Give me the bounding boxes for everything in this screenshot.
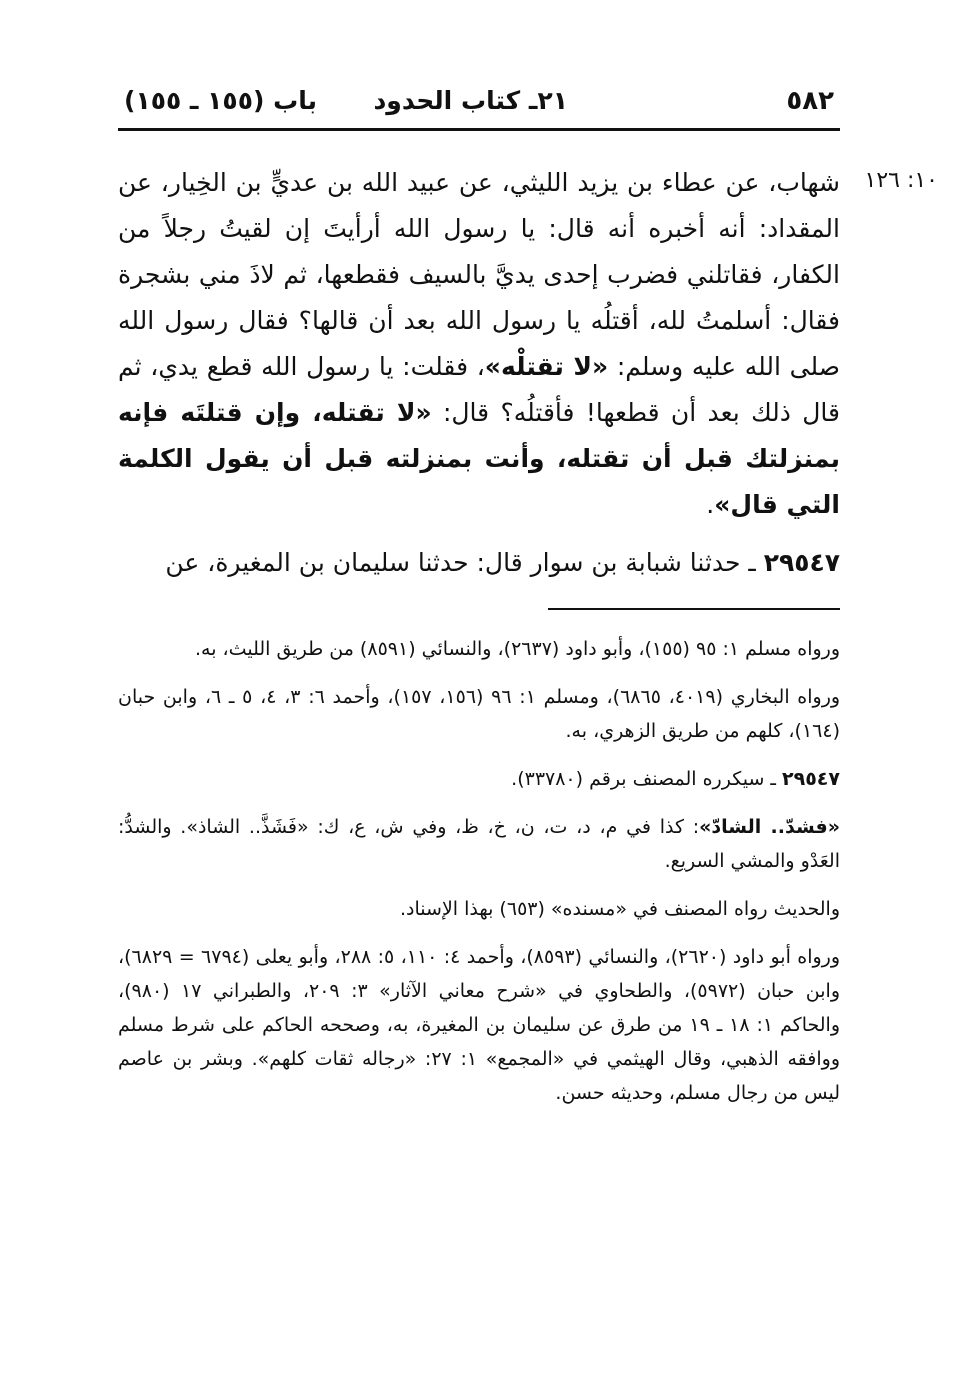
chapter-title: باب (١٥٥ ـ ١٥٥) [124,86,317,115]
footnote-3 [118,762,840,796]
hadith-text-end: . [706,490,715,519]
footnote-3-number: ٢٩٥٤٧ [782,768,840,790]
footnote-3-text: ـ سيكرره المصنف برقم (٣٣٧٨٠). [511,768,783,790]
hadith-start [118,540,840,586]
page-header [118,86,840,126]
hadith-continuation [118,160,840,528]
prophet-quote-2: «لا تقتله، وإن قتلتَه فإنه بمنزلتك قبل أن تقتله، وأنت بمنزلته قبل أن يقول الكلمة التي قال» [118,398,840,519]
hadith-text-middle: ، فقلت: يا رسول الله قطع يدي، ثم قال ذلك بعد أن قطعها! فأقتلُه؟ قال: [118,352,840,427]
book-title: ٢١ـ كتاب الحدود [373,86,568,115]
page-number: ٥٨٢ [786,86,834,116]
main-text [118,160,840,586]
footnotes [118,632,840,1124]
footnote-4-text: : كذا في م، د، ت، ن، خ، ظ، وفي ش، ع، ك: «فَشَذَّ.. الشاذ». والشدُّ: العَدْو والمشي السريع. [118,816,840,872]
footnote-1: ورواه مسلم ١: ٩٥ (١٥٥)، وأبو داود (٢٦٣٧)، والنسائي (٨٥٩١) من طريق الليث، به. [195,638,840,660]
margin-reference: ١٠: ١٢٦ [864,168,938,193]
prophet-quote-1: «لا تقتلْه» [484,352,609,381]
footnote-4 [118,810,840,878]
footnote-2: ورواه البخاري (٤٠١٩، ٦٨٦٥)، ومسلم ١: ٩٦ (١٥٦، ١٥٧)، وأحمد ٦: ٣، ٤، ٥ ـ ٦، وابن حبان (١٦٤)، كلهم من طريق الزهري، به. [118,686,841,742]
footnote-4-term: «فشدّ.. الشادّ» [699,816,840,838]
footnote-6: ورواه أبو داود (٢٦٢٠)، والنسائي (٨٥٩٣)، وأحمد ٤: ١١٠، ٥: ٢٨٨، وأبو يعلى (٦٧٩٤ = ٦٨٢٩)، وابن حبان (٥٩٧٢)، والطحاوي في «شرح معاني الآثار» ٣: ٢٠٩، والطبراني ١٧ (٩٨٠)، والحاكم ١: ١٨ ـ ١٩ من طرق عن سليمان بن المغيرة، به، وصححه الحاكم على شرط مسلم ووافقه الذهبي، وقال الهيثمي في «المجمع» ١: ٢٧: «رجاله ثقات كلهم». وبشر بن عاصم ليس من رجال مسلم، وحديثه حسن. [118,946,840,1104]
hadith-text-intro: شهاب، عن عطاء بن يزيد الليثي، عن عبيد الله بن عديٍّ بن الخِيار، عن المقداد: أنه أخبره أنه قال: يا رسول الله أرأيتَ إن لقيتُ رجلاً من الكفار، فقاتلني فضرب إحدى يديَّ بالسيف فقطعها، ثم لاذَ مني بشجرة فقال: أسلمتُ لله، أقتلُه يا رسول الله بعد أن قالها؟ فقال رسول الله صلى الله عليه وسلم: [118,168,840,381]
footnote-divider [548,608,840,610]
header-divider [118,128,840,131]
footnote-5: والحديث رواه المصنف في «مسنده» (٦٥٣) بهذا الإسناد. [400,898,840,920]
hadith-number: ٢٩٥٤٧ [763,548,840,577]
hadith-chain-text: ـ حدثنا شبابة بن سوار قال: حدثنا سليمان بن المغيرة، عن [165,548,764,577]
